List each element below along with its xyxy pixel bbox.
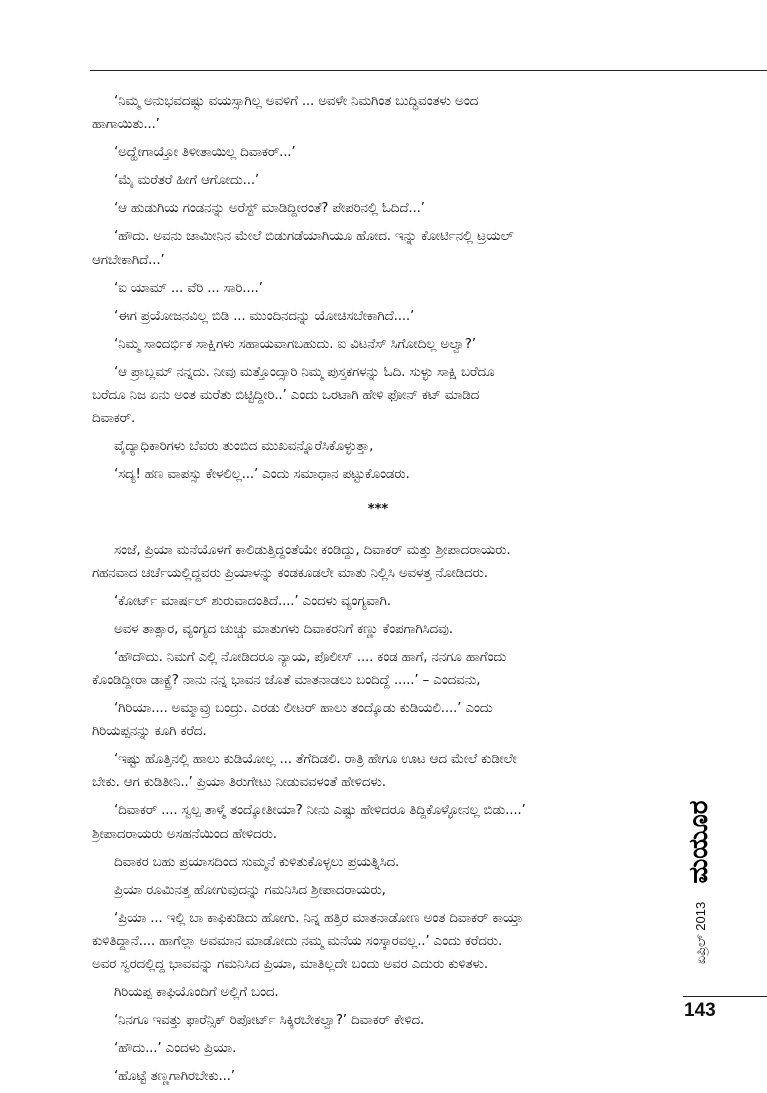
paragraph: ‘ಇಷ್ಟು ಹೊತ್ತಿನಲ್ಲಿ ಹಾಲು ಕುಡಿಯೋಲ್ಲ ... ತೆಗೆದಿಡಲಿ. ರಾತ್ರಿ ಹೇಗೂ ಊಟ ಆದ ಮೇಲೆ ಕುಡೀಲೇ ಬೇಕು. ಆಗ ಕುಡಿತೀನಿ..’ ಪ್ರಿಯಾ ತಿರುಗೇಟು ನೀಡುವವಳಂತೆ ಹೇಳಿದಳು. xyxy=(92,751,517,791)
paragraph: ‘ಹೊಟ್ಟೆ ತಣ್ಣಗಾಗಿರಬೇಕು...’ xyxy=(114,1068,235,1085)
paragraph: ‘ಐ ಯಾಮ್ ... ವೆರಿ ... ಸಾರಿ....’ xyxy=(114,279,263,296)
magazine-logo: ಮಯೂರ xyxy=(683,796,715,888)
top-rule xyxy=(90,70,767,71)
paragraph: ‘ಈಗ ಪ್ರಯೋಜನವಿಲ್ಲ ಬಿಡಿ ... ಮುಂದಿನದನ್ನು ಯೋಚಿಸಬೇಕಾಗಿದೆ....’ xyxy=(114,307,415,324)
paragraph: ಅವಳ ತಾತ್ಸಾರ, ವ್ಯಂಗ್ಯದ ಚುಚ್ಚು ಮಾತುಗಳು ದಿವಾಕರನಿಗೆ ಕಣ್ಣು ಕೆಂಪಗಾಗಿಸಿದವು. xyxy=(114,620,453,637)
paragraph: ‘ಗಿರಿಯಾ.... ಅಮ್ಮಾವ್ರು ಬಂದ್ರು. ಎರಡು ಲೀಟರ್ ಹಾಲು ತಂದ್ಕೊಡು ಕುಡಿಯಲಿ....’ ಎಂದು ಗಿರಿಯಪ್ಪನನ್ನು ಕೂಗಿ ಕರೆದ. xyxy=(92,700,493,740)
paragraph: ಸಂಜೆ, ಪ್ರಿಯಾ ಮನೆಯೊಳಗೆ ಕಾಲಿಡುತ್ತಿದ್ದಂತೆಯೇ ಕಂಡಿದ್ದು, ದಿವಾಕರ್ ಮತ್ತು ಶ್ರೀಪಾದರಾಯರು. ಗಹನವಾದ ಚರ್ಚೆಯಲ್ಲಿದ್ದವರು ಪ್ರಿಯಾಳನ್ನು ಕಂಡಕೂಡಲೇ ಮಾತು ನಿಲ್ಲಿಸಿ ಅವಳತ್ತ ನೋಡಿದರು. xyxy=(92,541,511,581)
paragraph: ‘ದಿವಾಕರ್ .... ಸ್ವಲ್ಪ ತಾಳ್ಮೆ ತಂದ್ಕೋತೀಯಾ? ನೀನು ಎಷ್ಟು ಹೇಳಿದರೂ ತಿದ್ದಿಕೊಳ್ಳೋನಲ್ಲ ಬಿಡು....’ ಶ್ರೀಪಾದರಾಯರು ಅಸಹನೆಯಿಂದ ಹೇಳಿದರು. xyxy=(92,802,526,842)
page-number: 143 xyxy=(684,1000,716,1021)
paragraph: ‘ನಿಮ್ಮ ಅನುಭವದಷ್ಟು ವಯಸ್ಸಾಗಿಲ್ಲ ಅವಳಿಗೆ ... ಅವಳೇ ನಿಮಗಿಂತ ಬುದ್ಧಿವಂತಳು ಅಂದ ಹಾಗಾಯಿತು...’ xyxy=(92,93,479,133)
paragraph: ವೈದ್ಯಾಧಿಕಾರಿಗಳು ಬೆವರು ತುಂಬಿದ ಮುಖವನ್ನೊರೆಸಿಕೊಳ್ಳುತ್ತಾ, xyxy=(114,438,374,455)
magazine-sidebar xyxy=(683,790,719,980)
paragraph: ‘ಹೌದು...’ ಎಂದಳು ಪ್ರಿಯಾ. xyxy=(114,1040,237,1057)
footer-rule xyxy=(683,996,767,997)
paragraph: ‘ನಿನಗೂ ಇವತ್ತು ಫಾರೆನ್ಸಿಕ್ ರಿಪೋರ್ಟ್ ಸಿಕ್ಕಿರಬೇಕಲ್ವಾ?’ ದಿವಾಕರ್ ಕೇಳಿದ. xyxy=(114,1012,425,1029)
paragraph: ‘ಆ ಪ್ರಾಬ್ಲಮ್ ನನ್ನದು. ನೀವು ಮತ್ತೊಂದ್ಸಾರಿ ನಿಮ್ಮ ಪುಸ್ತಕಗಳನ್ನು ಓದಿ. ಸುಳ್ಳು ಸಾಕ್ಷಿ ಬರೆದೂ ಬರೆದೂ ನಿಜ ಏನು ಅಂತ ಮರೆತು ಬಿಟ್ಟಿದ್ದೀರಿ..’ ಎಂದು ಒರಟಾಗಿ ಹೇಳಿ ಫೋನ್ ಕಟ್ ಮಾಡಿದ ದಿವಾಕರ್. xyxy=(92,363,495,427)
paragraph: ಗಿರಿಯಪ್ಪ ಕಾಫಿಯೊಂದಿಗೆ ಅಲ್ಲಿಗೆ ಬಂದ. xyxy=(114,984,279,1001)
paragraph: ‘ಮೈ ಮರೆತರೆ ಹೀಗೆ ಆಗೋದು...’ xyxy=(114,172,260,189)
paragraph: ‘ಅದ್ಹೇಗಾಯ್ತೋ ತಿಳೀತಾಯಿಲ್ಲ ದಿವಾಕರ್...’ xyxy=(114,144,296,161)
paragraph: ‘ಹೌದು. ಅವನು ಜಾಮೀನಿನ ಮೇಲೆ ಬಿಡುಗಡೆಯಾಗಿಯೂ ಹೋದ. ಇನ್ನು ಕೋರ್ಟಿನಲ್ಲಿ ಟ್ರಯಲ್ ಆಗಬೇಕಾಗಿದೆ...’ xyxy=(92,228,514,268)
issue-date: ಏಪ್ರಿಲ್ 2013 xyxy=(693,901,708,965)
paragraph: ‘ಹೌದೌದು. ನಿಮಗೆ ಎಲ್ಲಿ ನೋಡಿದರೂ ನ್ಯಾಯ, ಪೊಲೀಸ್ .... ಕಂಡ ಹಾಗೆ, ನನಗೂ ಹಾಗೆಂದು ಕೊಂಡಿದ್ದೀರಾ ಡಾಕ್ಟ್ರೆ? ನಾನು ನನ್ನ ಭಾವನ ಜೊತೆ ಮಾತನಾಡಲು ಬಂದಿದ್ದೆ .....’ – ಎಂದವನು, xyxy=(92,648,507,688)
paragraph: ‘ಪ್ರಿಯಾ ... ಇಲ್ಲಿ ಬಾ ಕಾಫಿಕುಡಿದು ಹೋಗು. ನಿನ್ನ ಹತ್ತಿರ ಮಾತನಾಡೋಣ ಅಂತ ದಿವಾಕರ್ ಕಾಯ್ತಾ ಕುಳಿತಿದ್ದಾನೆ.... ಹಾಗೆಲ್ಲಾ ಅವಮಾನ ಮಾಡೋದು ನಮ್ಮ ಮನೆಯ ಸಂಸ್ಕಾರವಲ್ಲ..’ ಎಂದು ಕರೆದರು. ಅವರ ಸ್ವರದಲ್ಲಿದ್ದ ಭಾವವನ್ನು ಗಮನಿಸಿದ ಪ್ರಿಯಾ, ಮಾತಿಲ್ಲದೇ ಬಂದು ಅವರ ಎದುರು ಕುಳಿತಳು. xyxy=(92,909,524,972)
paragraph: ‘ಸದ್ಯ! ಹಣ ವಾಪಸ್ಸು ಕೇಳಲಿಲ್ಲ...’ ಎಂದು ಸಮಾಧಾನ ಪಟ್ಟುಕೊಂಡರು. xyxy=(114,466,410,483)
paragraph: ‘ಆ ಹುಡುಗಿಯ ಗಂಡನನ್ನು ಅರೆಸ್ಟ್ ಮಾಡಿದ್ದೀರಂತೆ? ಪೇಪರಿನಲ್ಲಿ ಓದಿದೆ...’ xyxy=(114,200,425,217)
paragraph: ‘ನಿಮ್ಮ ಸಾಂದರ್ಭಿಕ ಸಾಕ್ಷಿಗಳು ಸಹಾಯವಾಗಬಹುದು. ಐ ವಿಟನೆಸ್ ಸಿಗೋದಿಲ್ಲ ಅಲ್ವಾ?’ xyxy=(114,335,476,352)
section-break: *** xyxy=(367,502,389,518)
article-body xyxy=(92,90,664,1093)
paragraph: ‘ಕೋರ್ಟ್ ಮಾರ್ಷಲ್ ಶುರುವಾದಂತಿದೆ....’ ಎಂದಳು ವ್ಯಂಗ್ಯವಾಗಿ. xyxy=(114,592,391,609)
paragraph: ದಿವಾಕರ ಬಹು ಪ್ರಯಾಸದಿಂದ ಸುಮ್ಮನೆ ಕುಳಿತುಕೊಳ್ಳಲು ಪ್ರಯತ್ನಿಸಿದ. xyxy=(114,853,400,870)
paragraph: ಪ್ರಿಯಾ ರೂಮಿನತ್ತ ಹೋಗುವುದನ್ನು ಗಮನಿಸಿದ ಶ್ರೀಪಾದರಾಯರು, xyxy=(114,881,386,898)
